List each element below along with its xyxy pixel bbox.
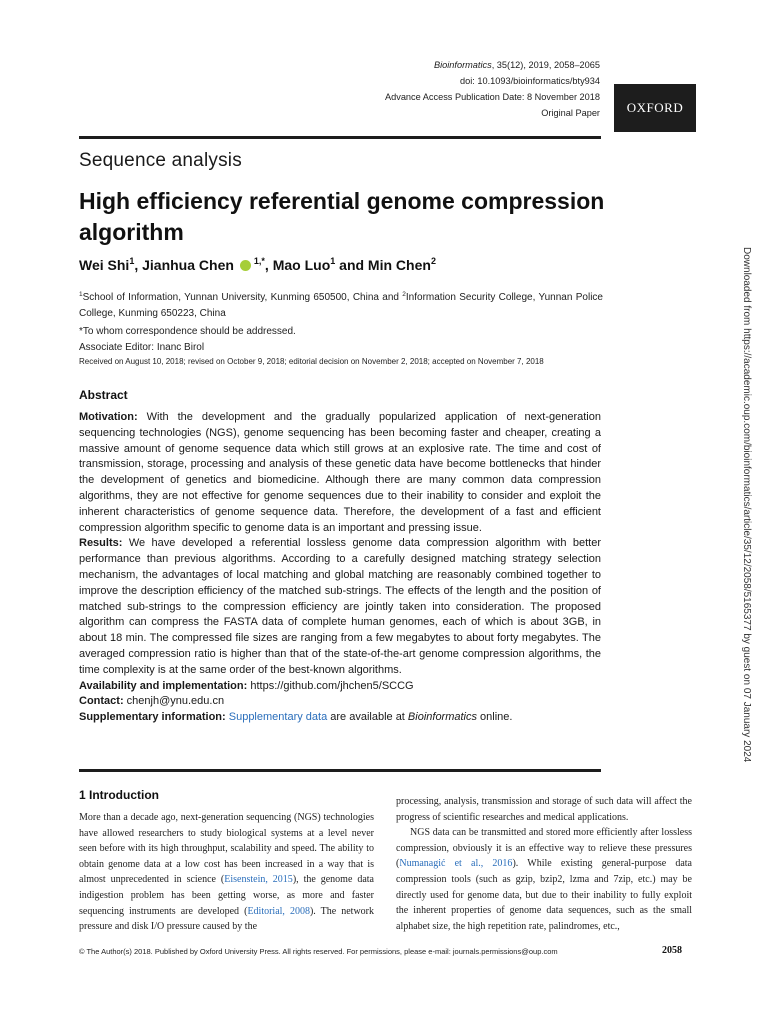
motivation-label: Motivation: xyxy=(79,411,138,423)
correspondence-block xyxy=(79,324,296,356)
availability-label: Availability and implementation: xyxy=(79,679,248,692)
supplementary-journal: Bioinformatics xyxy=(407,711,477,724)
citation: , 35(12), 2019, 2058–2065 xyxy=(491,60,600,70)
abstract-rule xyxy=(79,769,601,772)
intro-text: NGS data can be transmitted and stored more efficiently after lossless compression, obviously it is an effective way to relieve these pressures ( xyxy=(396,827,692,870)
author-list xyxy=(79,256,436,273)
intro-paragraph xyxy=(396,825,692,934)
intro-paragraph: processing, analysis, transmission and storage of such data will affect the progress of scientific researches and medical applications. xyxy=(396,796,692,823)
citation-link[interactable]: Numanagić et al., 2016 xyxy=(399,858,513,870)
column-right xyxy=(396,794,692,934)
contact-label: Contact: xyxy=(79,695,124,708)
intro-text: More than a decade ago, next-generation sequencing (NGS) technologies have allowed researchers to study biological systems at a level never seen before with its high throughput, scalability and speed. The ability to obtain genome data at a low cost has been increased in a way that is almost unprecedented in science ( xyxy=(79,812,374,886)
citation-link[interactable]: Editorial, 2008 xyxy=(247,905,310,917)
availability-paragraph xyxy=(79,679,601,695)
intro-text: ). While existing general-purpose data compression tools (such as gzip, bzip2, lzma and 7zip, etc.) may be directly used for genome data, but due to their inability to fully exploit the inherent properties of genome data sequences, such as the small alphabet size, the high repetition rate, palindromes, etc., xyxy=(396,858,692,932)
author-affil: 1,* xyxy=(253,256,265,266)
author-name: Wei Shi xyxy=(79,257,130,273)
header-rule xyxy=(79,136,601,139)
intro-heading: 1 Introduction xyxy=(79,788,159,802)
intro-text: ). The network pressure and disk I/O pressure caused by the xyxy=(79,905,375,933)
results-text: We have developed a referential lossless genome data compression algorithm with better performance than previous algorithms. According to a carefully designed matching strategy selection mechanism, the advantages of local matching and global matching are reasonably combined together to improve the description efficiency of the matched sub-strings. The effects of the length and the position of matched sub-strings to the compression efficiency are jointly taken into consideration. The proposed algorithm can compress the FASTA data of complete human genomes, each of which is about 3GB, in about 18 min. The compressed file sizes are ranging from a few megabytes to about forty megabytes. The averaged compression ratio is higher than that of the state-of-the-art genome compression algorithms, the time complexity is at the same order of the best-known algorithms. xyxy=(79,537,601,676)
author-affil: 1 xyxy=(129,256,135,266)
affil-text: Information Security College, Yunnan Police College, Kunming 650223, China xyxy=(79,292,603,319)
affiliations xyxy=(79,287,603,322)
oxford-logo: OXFORD xyxy=(614,84,696,132)
article-type: Original Paper xyxy=(541,108,600,118)
supplementary-label: Supplementary information: xyxy=(79,711,226,724)
author-name: and Min Chen xyxy=(335,257,431,273)
correspondence-note: *To whom correspondence should be addressed. xyxy=(79,326,296,337)
citation-link[interactable]: Eisenstein, 2015 xyxy=(224,874,293,886)
article-title: High efficiency referential genome compression algorithm xyxy=(79,188,605,245)
received-dates: Received on August 10, 2018; revised on October 9, 2018; editorial decision on November 2, 2018; accepted on November 7, 2018 xyxy=(79,357,544,366)
download-watermark: Downloaded from https://academic.oup.com/bioinformatics/article/35/12/2058/5165377 by guest on 07 January 2024 xyxy=(741,247,752,763)
availability-url[interactable]: https://github.com/jhchen5/SCCG xyxy=(247,679,414,692)
supplementary-text: are available at xyxy=(327,711,408,724)
page-number: 2058 xyxy=(662,945,682,956)
motivation-paragraph xyxy=(79,410,601,536)
author-name: , Jianhua Chen xyxy=(134,257,234,273)
results-paragraph xyxy=(79,536,601,678)
associate-editor: Associate Editor: Inanc Birol xyxy=(79,342,205,353)
author-affil: 1 xyxy=(330,256,336,266)
abstract-body xyxy=(79,410,601,726)
section-label: Sequence analysis xyxy=(79,150,242,171)
author-name: , Mao Luo xyxy=(264,257,331,273)
motivation-text: With the development and the gradually popularized application of next-generation sequencing technologies (NGS), genome sequencing has been becoming faster and cheaper, creating a massive amount of genome sequence data which still grows at an explosive rate. The time and cost of transmission, storage, processing and analysis of these genetic data have become bottlenecks that hinder the development of genetics and biomedicine. Although there are many common data compression algorithms, they are not effective for genome sequences due to their inability to consider and exploit the inherent characteristics of genome sequence data. Therefore, the development of a fast and efficient compression algorithm specific to genome data is an important and pressing issue. xyxy=(79,411,601,534)
citation-line xyxy=(385,57,600,73)
column-left xyxy=(79,788,374,935)
supplementary-paragraph xyxy=(79,710,601,726)
supplementary-link[interactable]: Supplementary data xyxy=(225,711,328,724)
advance-access-date: Advance Access Publication Date: 8 November 2018 xyxy=(384,92,600,102)
doi[interactable]: doi: 10.1093/bioinformatics/bty934 xyxy=(460,76,600,86)
journal-header xyxy=(385,57,600,121)
copyright-footer: © The Author(s) 2018. Published by Oxford University Press. All rights reserved. For permissions, please e-mail: journals.permissions@oup.com xyxy=(79,947,558,956)
affil-marker: 1 xyxy=(79,291,83,298)
contact-email[interactable]: chenjh@ynu.edu.cn xyxy=(123,695,225,708)
contact-paragraph xyxy=(79,694,601,710)
intro-paragraph xyxy=(79,810,374,935)
affil-text: School of Information, Yunnan University, Kunming 650500, China and xyxy=(82,292,403,303)
abstract-heading: Abstract xyxy=(79,388,128,402)
author-affil: 2 xyxy=(430,256,436,266)
supplementary-text: online. xyxy=(477,711,513,724)
results-label: Results: xyxy=(79,537,123,550)
journal-name: Bioinformatics xyxy=(433,60,492,70)
affil-marker: 2 xyxy=(402,291,406,298)
orcid-icon[interactable] xyxy=(240,260,251,271)
intro-text: ), the genome data indigestion problem has been getting worse, as more and faster sequencing instruments are developed ( xyxy=(79,874,374,917)
